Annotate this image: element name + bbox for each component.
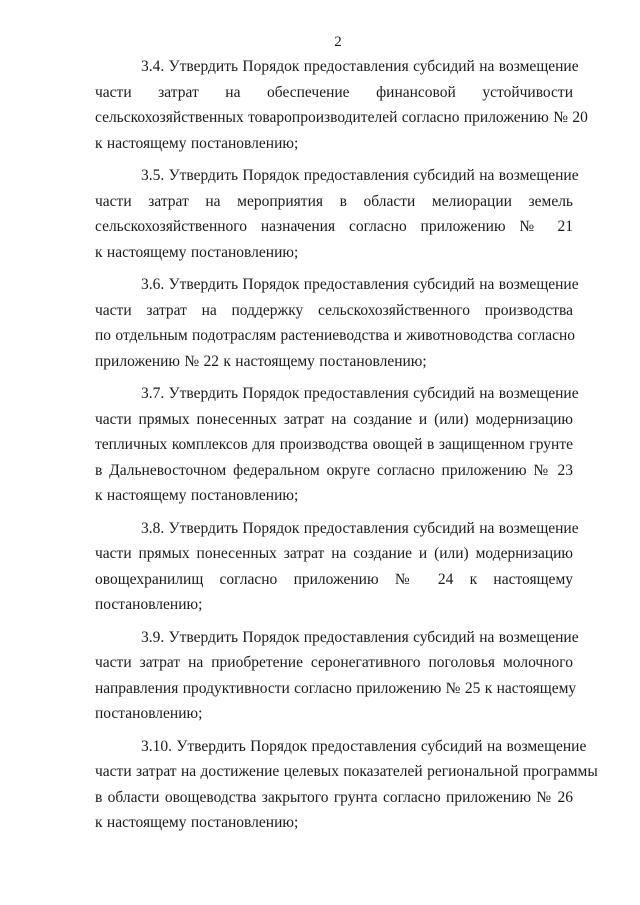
page-number: 2 [334, 34, 342, 50]
paragraph-3-4 [95, 54, 588, 156]
paragraph-line: части затрат на достижение целевых показателей региональной программы [95, 763, 598, 780]
paragraph-line: к настоящему постановлению; [95, 243, 299, 261]
paragraph-line: 3.7. Утвердить Порядок предоставления субсидий на возмещение [141, 385, 579, 402]
paragraph-line: части прямых понесенных затрат на создание и (или) модернизацию [95, 545, 573, 562]
paragraph-line: 3.5. Утвердить Порядок предоставления субсидий на возмещение [141, 167, 579, 184]
paragraph-line: тепличных комплексов для производства овощей в защищенном грунте [95, 436, 573, 453]
paragraph-line: 3.6. Утвердить Порядок предоставления субсидий на возмещение [141, 276, 579, 293]
paragraph-3-7 [95, 381, 579, 509]
paragraph-line: части прямых понесенных затрат на создание и (или) модернизацию [95, 410, 573, 428]
paragraph-3-9 [95, 625, 579, 727]
paragraph-line: к настоящему постановлению; [95, 487, 299, 504]
paragraph-line: части затрат на приобретение серонегативного поголовья молочного [95, 654, 573, 671]
paragraph-line: 3.4. Утвердить Порядок предоставления субсидий на возмещение [141, 58, 579, 75]
paragraph-line: постановлению; [95, 705, 203, 722]
paragraph-line: 3.8. Утвердить Порядок предоставления субсидий на возмещение [141, 519, 579, 537]
paragraph-line: 3.9. Утвердить Порядок предоставления субсидий на возмещение [141, 628, 579, 646]
paragraph-line: к настоящему постановлению; [95, 134, 299, 152]
paragraph-line: овощехранилищ согласно приложению № 24 к настоящему [95, 570, 573, 588]
paragraph-line: сельскохозяйственного назначения согласно приложению № 21 [95, 218, 573, 235]
paragraph-3-8 [95, 516, 579, 618]
paragraph-line: приложению № 22 к настоящему постановлению; [95, 352, 427, 370]
paragraph-line: сельскохозяйственных товаропроизводителей согласно приложению № 20 [95, 109, 588, 126]
paragraph-line: в области овощеводства закрытого грунта согласно приложению № 26 [95, 788, 573, 806]
paragraph-line: части затрат на поддержку сельскохозяйственного производства [95, 301, 573, 319]
paragraph-line: к настоящему постановлению; [95, 814, 299, 831]
paragraph-3-10 [95, 734, 598, 836]
paragraph-line: постановлению; [95, 596, 203, 613]
paragraph-line: по отдельным подотраслям растениеводства и животноводства согласно [95, 327, 576, 344]
paragraph-line: в Дальневосточном федеральном округе согласно приложению № 23 [95, 461, 573, 479]
paragraph-3-5 [95, 163, 579, 265]
paragraph-line: части затрат на обеспечение финансовой устойчивости [95, 83, 573, 101]
document-body [95, 54, 598, 843]
paragraph-line: 3.10. Утвердить Порядок предоставления субсидий на возмещение [141, 737, 587, 755]
paragraph-line: направления продуктивности согласно приложению № 25 к настоящему [95, 679, 577, 697]
paragraph-3-6 [95, 272, 579, 374]
paragraph-line: части затрат на мероприятия в области мелиорации земель [95, 192, 573, 210]
